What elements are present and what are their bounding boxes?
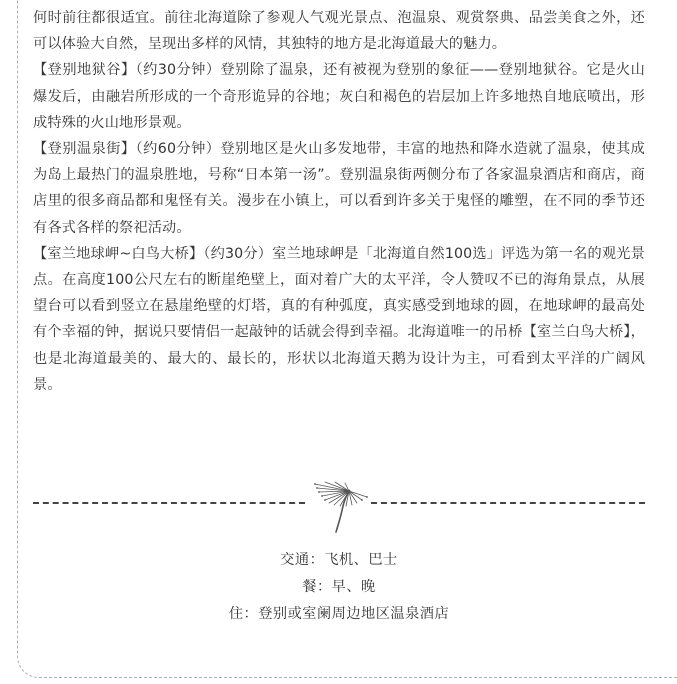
article-paragraph-intro: 何时前往都很适宜。前往北海道除了参观人气观光景点、泡温泉、观赏祭典、品尝美食之外，还可以体验大自然，呈现出多样的风情，其独特的地方是北海道最大的魅力。: [33, 10, 645, 53]
itinerary-article: [33, 5, 645, 398]
article-paragraph-cape-chikyu: 【室兰地球岬~白鸟大桥】（约30分）室兰地球岬是「北海道自然100选」评选为第一名的观光景点。在高度100公尺左右的断崖绝壁上，面对着广大的太平洋，令人赞叹不已的海角景点，从展望台可以看到竖立在悬崖绝壁的灯塔，真的有种弧度，真实感受到地球的圆，在地球岬的最高处有个幸福的钟，据说只要情侣一起敲钟的话就会得到幸福。北海道唯一的吊桥【室兰白鸟大桥】，也是北海道最美的、最大的、最长的，形状以北海道天鹅为设计为主，可看到太平洋的广阔风景。: [33, 245, 645, 393]
article-paragraph-onsen-street: 【登别温泉街】（约60分钟）登别地区是火山多发地带，丰富的地热和降水造就了温泉，使其成为岛上最热门的温泉胜地，号称“日本第一汤”。登别温泉街两侧分布了各家温泉酒店和商店，商店里的很多商品都和鬼怪有关。漫步在小镇上，可以看到许多关于鬼怪的雕塑，在不同的季节还有各式各样的祭祀活动。: [33, 141, 645, 236]
section-divider: [33, 478, 645, 538]
divider-line-left: [33, 502, 305, 504]
info-transport: 交通：飞机、巴士: [280, 552, 398, 568]
trip-info: [33, 547, 645, 628]
dandelion-seed-icon: [305, 478, 371, 538]
info-meals: 餐：早、晚: [302, 579, 376, 595]
info-hotel: 住：登别或室阑周边地区温泉酒店: [228, 606, 450, 622]
article-paragraph-hell-valley: 【登别地狱谷】（约30分钟）登别除了温泉，还有被视为登别的象征——登别地狱谷。它是火山爆发后，由融岩所形成的一个奇形诡异的谷地；灰白和褐色的岩层加上许多地热自地底喷出，形成特殊的火山地形景观。: [33, 62, 645, 131]
divider-line-right: [371, 502, 645, 504]
